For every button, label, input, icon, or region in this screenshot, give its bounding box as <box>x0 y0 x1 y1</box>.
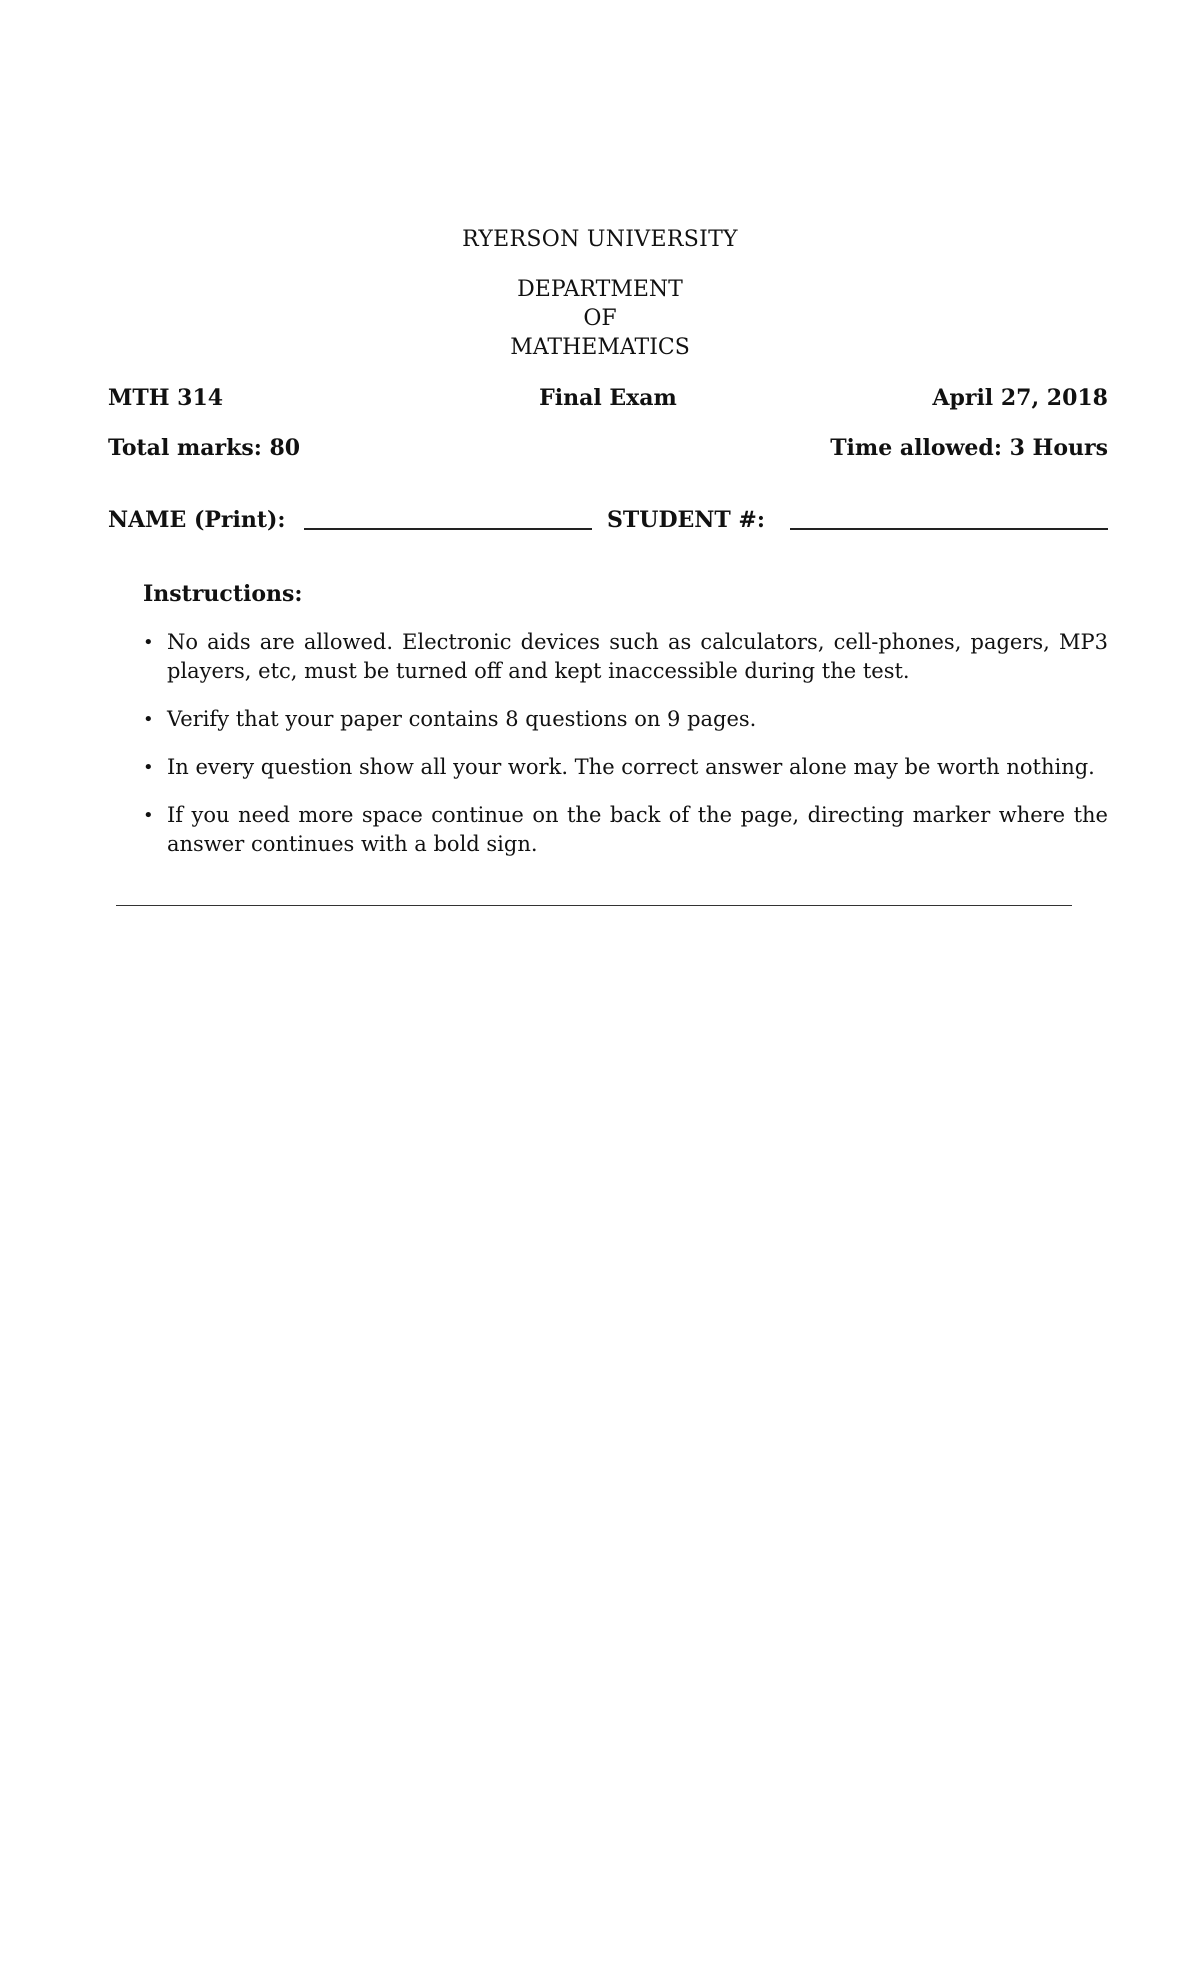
total-marks: Total marks: 80 <box>108 435 301 461</box>
exam-info-row <box>108 384 1108 412</box>
student-info-row <box>108 506 1108 534</box>
department-line-1: DEPARTMENT <box>517 277 683 302</box>
marks-time-row <box>108 434 1108 462</box>
student-number-label: STUDENT #: <box>607 507 765 533</box>
department-line-2: OF <box>583 306 617 331</box>
name-field-line[interactable] <box>304 528 592 530</box>
department-line-3: MATHEMATICS <box>510 335 690 360</box>
bullet-icon: • <box>143 632 154 653</box>
instruction-text: Verify that your paper contains 8 questions on 9 pages. <box>167 707 757 731</box>
name-label: NAME (Print): <box>108 507 286 533</box>
bullet-icon: • <box>143 757 154 778</box>
course-code: MTH 314 <box>108 385 224 411</box>
list-item <box>143 628 1108 686</box>
list-item <box>143 705 1108 734</box>
instruction-text: In every question show all your work. The correct answer alone may be worth nothing. <box>167 755 1095 779</box>
university-name: RYERSON UNIVERSITY <box>462 227 738 252</box>
student-number-field-line[interactable] <box>790 528 1108 530</box>
bullet-icon: • <box>143 709 154 730</box>
bullet-icon: • <box>143 805 154 826</box>
list-item <box>143 801 1108 859</box>
exam-title: Final Exam <box>539 385 677 411</box>
time-allowed: Time allowed: 3 Hours <box>830 435 1108 461</box>
instructions-list <box>143 628 1108 878</box>
horizontal-rule <box>116 905 1072 906</box>
instruction-text: If you need more space continue on the back of the page, directing marker where the answer continues with a bold sign. <box>167 803 1108 856</box>
exam-date: April 27, 2018 <box>932 385 1108 411</box>
list-item <box>143 753 1108 782</box>
instruction-text: No aids are allowed. Electronic devices such as calculators, cell-phones, pagers, MP3 players, etc, must be turned off and kept inaccessible during the test. <box>167 630 1108 683</box>
instructions-heading: Instructions: <box>143 581 303 607</box>
